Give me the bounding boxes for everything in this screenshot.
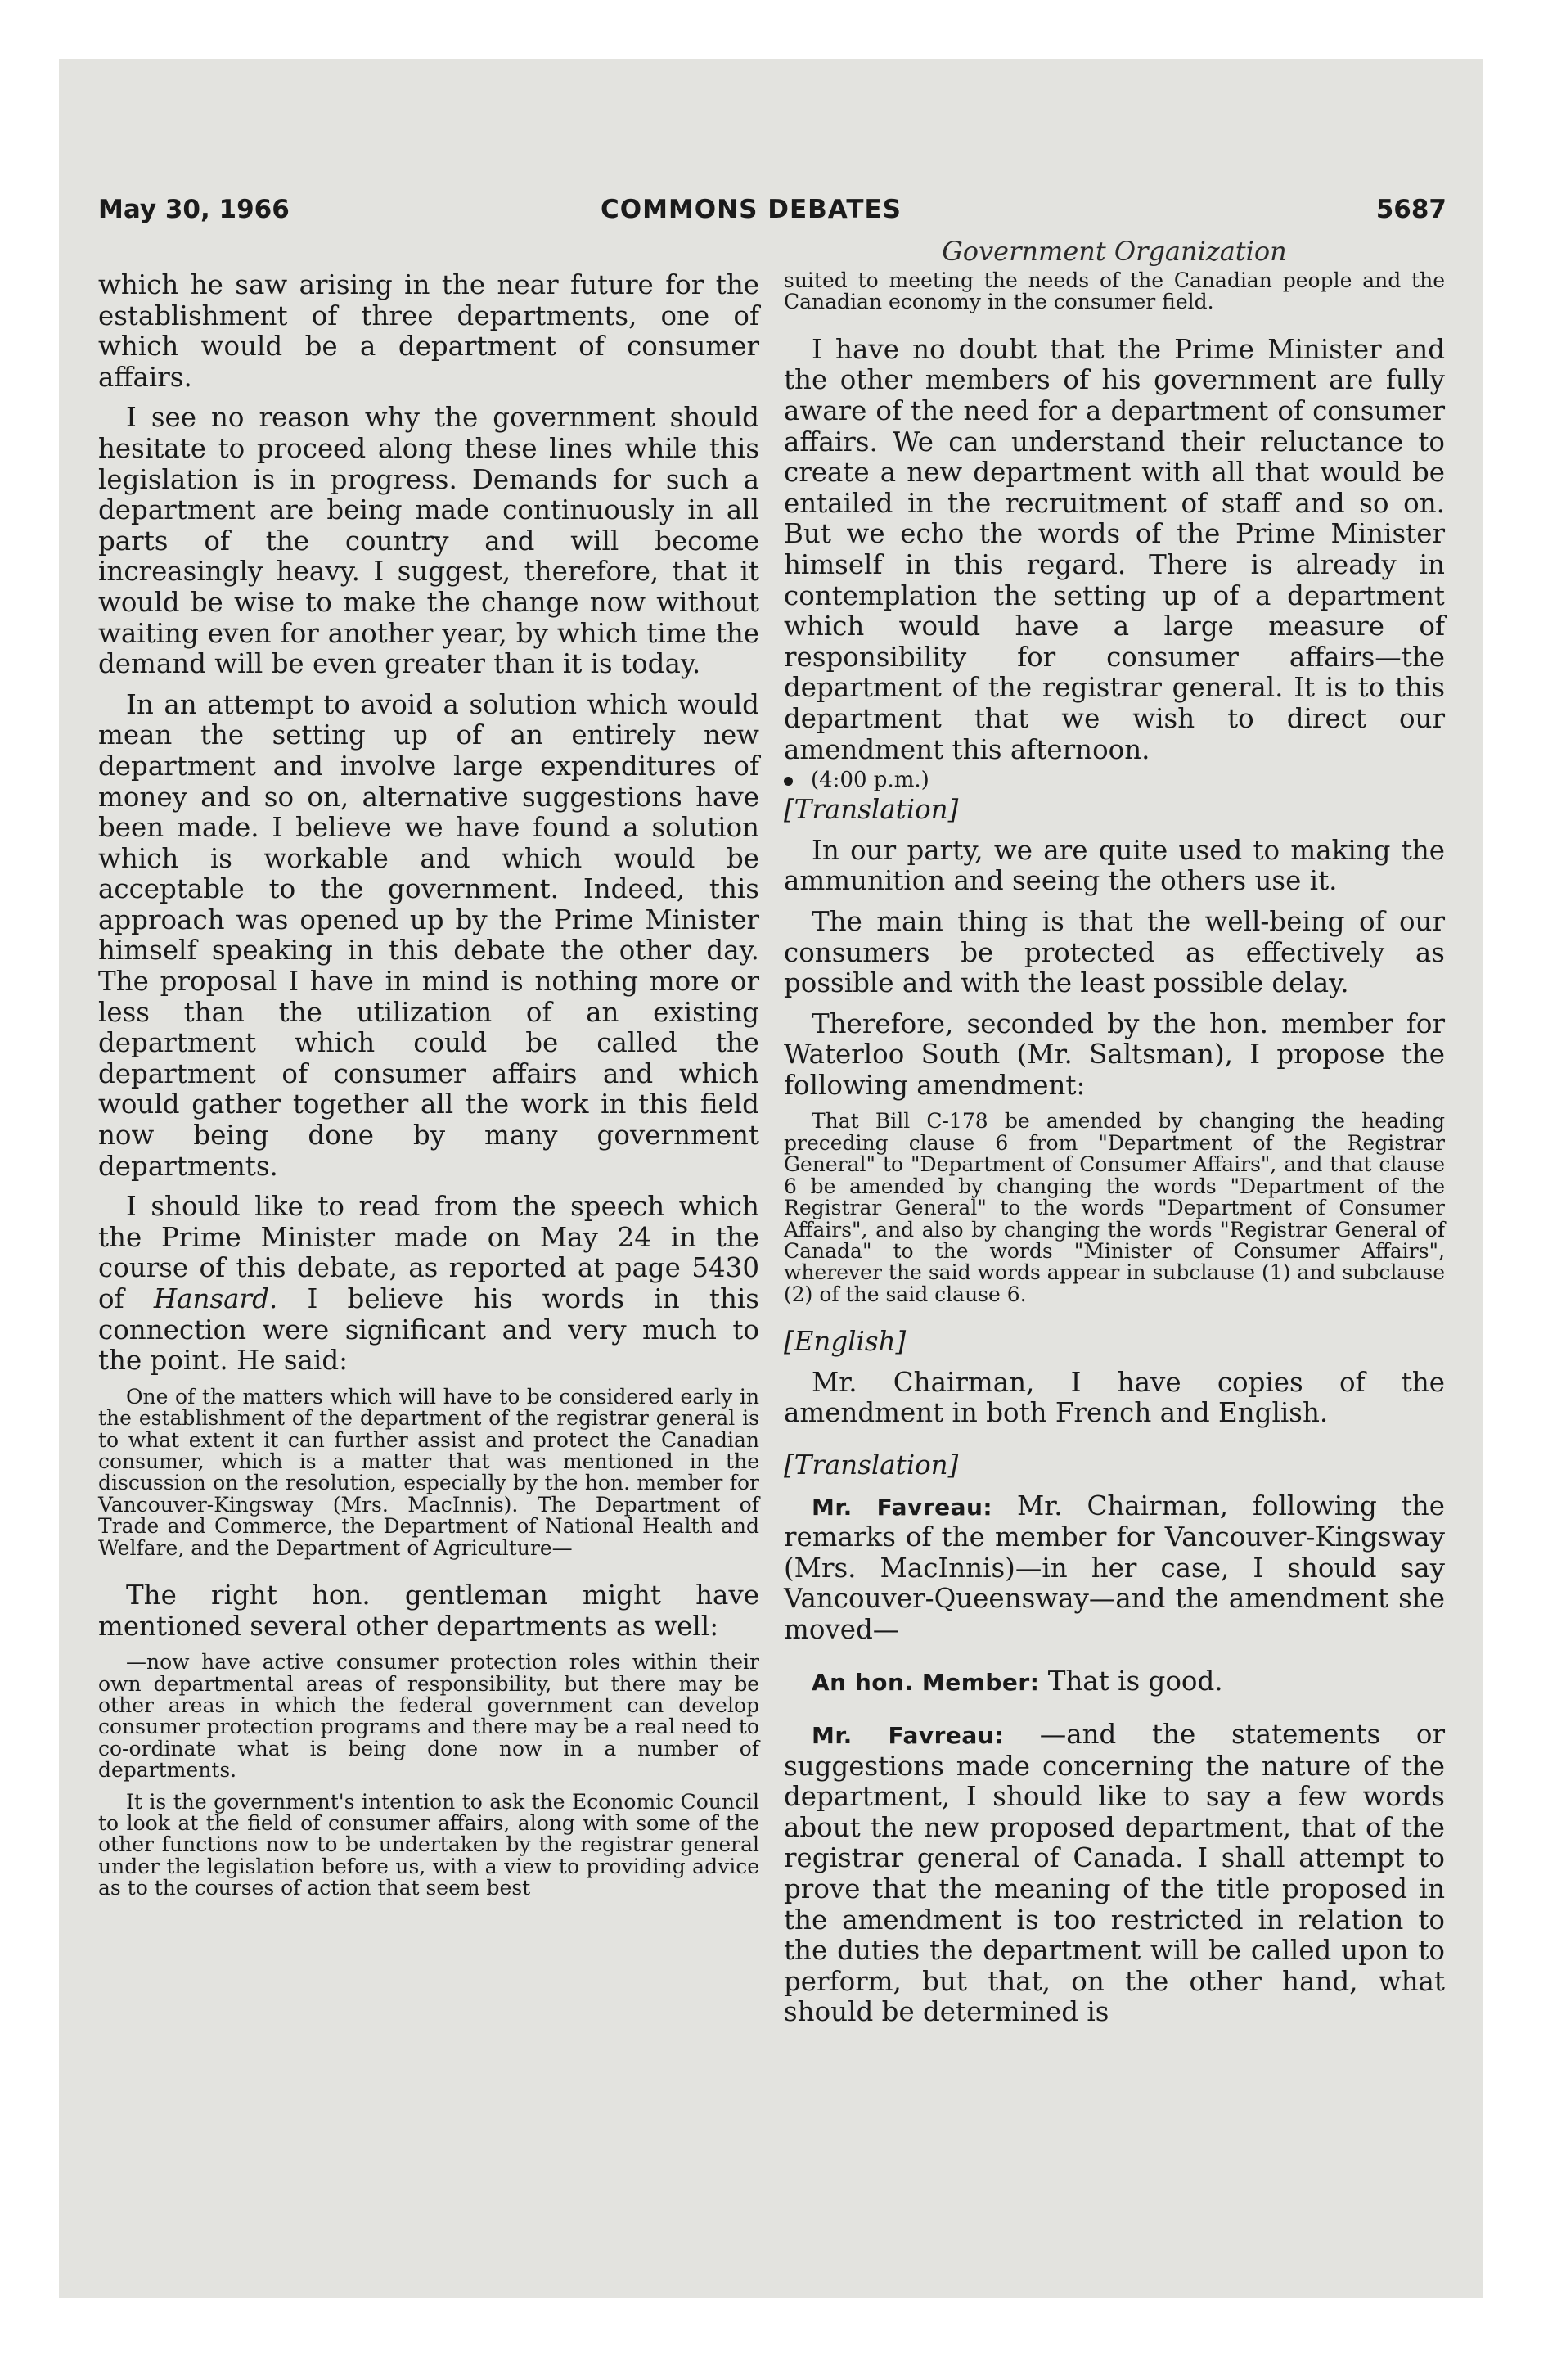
english-tag: [English] [784, 1326, 907, 1358]
paragraph: Therefore, seconded by the hon. member for Waterloo South (Mr. Saltsman), I propose the following amendment: [784, 1007, 1445, 1101]
left-column [98, 270, 759, 1900]
timestamp-text: (4:00 p.m.) [811, 768, 929, 793]
block-quote: —now have active consumer protection roles within their own departmental areas of responsibility, but there may be other areas in which the federal government can develop consumer protection programs and there may be a real need to co-ordinate what is being done now in a number of departments. [98, 1650, 759, 1783]
block-quote: It is the government's intention to ask the Economic Council to look at the field of consumer affairs, along with some of the other functions now to be undertaken by the registrar general under the legislation before us, with a view to providing advice as to the courses of action that seem best [98, 1789, 759, 1900]
paragraph: which he saw arising in the near future for the establishment of three departments, one of which would be a department of consumer affairs. [98, 269, 759, 393]
block-quote-continued: suited to meeting the needs of the Canadian people and the Canadian economy in the consumer field. [784, 268, 1445, 314]
translation-tag: [Translation] [784, 1449, 959, 1481]
paragraph: The right hon. gentleman might have mentioned several other departments as well: [98, 1580, 759, 1642]
section-subheading: Government Organization [942, 236, 1287, 267]
speech-text: That is good. [1047, 1666, 1223, 1697]
speaker-name: Mr. Favreau: [812, 1493, 993, 1521]
paragraph [784, 1666, 1445, 1698]
paragraph: In an attempt to avoid a solution which would mean the setting up of an entirely new department and involve large expenditures of money and so on, alternative suggestions have been made. I believe we have found a solution which is workable and which would be acceptable to the government. Indeed, this approach was opened up by the Prime Minister himself speaking in this debate the other day. The proposal I have in mind is nothing more or less than the utilization of an existing department which could be called the department of consumer affairs and which would gather together all the work in this field now being done by many government departments. [98, 688, 759, 1182]
translation-tag: [Translation] [784, 794, 959, 826]
bullet-icon [784, 777, 793, 786]
paragraph-text: I should like to read from the speech which the Prime Minister made on May 24 in the course of this debate, as reported at page 5430 of [98, 1191, 759, 1314]
speech-text: —and the statements or suggestions made concerning the nature of the department, I should like to say a few words about the new proposed department, that of the registrar general of Canada. I shall attempt to prove that the meaning of the title proposed in the amendment is too restricted in relation to the duties the department will be called upon to perform, but that, on the other hand, what should be determined is [784, 1719, 1445, 2028]
paragraph: The main thing is that the well-being of our consumers be protected as effectively as possible and with the least possible delay. [784, 905, 1445, 999]
header-publication: COMMONS DEBATES [601, 195, 902, 224]
paragraph [784, 1491, 1445, 1646]
header-page-number: 5687 [1375, 195, 1447, 224]
paragraph-text: . I believe his words in this connection were significant and very much to the point. He said: [98, 1283, 759, 1377]
hansard-reference: Hansard [153, 1283, 269, 1314]
paragraph: In our party, we are quite used to making the ammunition and seeing the others use it. [784, 834, 1445, 897]
block-quote: One of the matters which will have to be considered early in the establishment of the department of the registrar general is to what extent it can further assist and protect the Canadian consumer, which is a matter that was mentioned in the discussion on the resolution, especially by the hon. member for Vancouver-Kingsway (Mrs. MacInnis). The Department of Trade and Commerce, the Department of National Health and Welfare, and the Department of Agriculture— [98, 1384, 759, 1560]
paragraph: I have no doubt that the Prime Minister and the other members of his government are fully aware of the need for a department of consumer affairs. We can understand their reluctance to create a new department with all that would be entailed in the recruitment of staff and so on. But we echo the words of the Prime Minister himself in this regard. There is already in contemplation the setting up of a department which would have a large measure of responsibility for consumer affairs—the department of the registrar general. It is to this department that we wish to direct our amendment this afternoon. [784, 333, 1445, 765]
page-header [98, 195, 1447, 236]
paragraph: Mr. Chairman, I have copies of the amendment in both French and English. [784, 1366, 1445, 1429]
amendment-motion: That Bill C-178 be amended by changing the heading preceding clause 6 from "Department of the Registrar General" to "Department of Consumer Affairs", and that clause 6 be amended by changing the words "Department of the Registrar General" to the words "Department of Consumer Affairs", and also by changing the words "Registrar General of Canada" to the words "Minister of Consumer Affairs", wherever the said words appear in subclause (1) and subclause (2) of the said clause 6. [784, 1109, 1445, 1306]
paragraph [784, 1720, 1445, 2028]
right-column [784, 270, 1445, 2028]
speaker-name: An hon. Member: [812, 1669, 1040, 1697]
paragraph [98, 1192, 759, 1377]
speaker-name: Mr. Favreau: [812, 1722, 1004, 1750]
speech-text: Mr. Chairman, following the remarks of the member for Vancouver-Kingsway (Mrs. MacInnis)—in her case, I should say Vancouver-Queensway—and the amendment she moved— [784, 1490, 1445, 1645]
timestamp [784, 765, 1445, 795]
header-date: May 30, 1966 [98, 195, 290, 224]
paragraph: I see no reason why the government should hesitate to proceed along these lines while this legislation is in progress. Demands for such a department are being made continuously in all parts of the country and will become increasingly heavy. I suggest, therefore, that it would be wise to make the change now without waiting even for another year, by which time the demand will be even greater than it is today. [98, 402, 759, 680]
